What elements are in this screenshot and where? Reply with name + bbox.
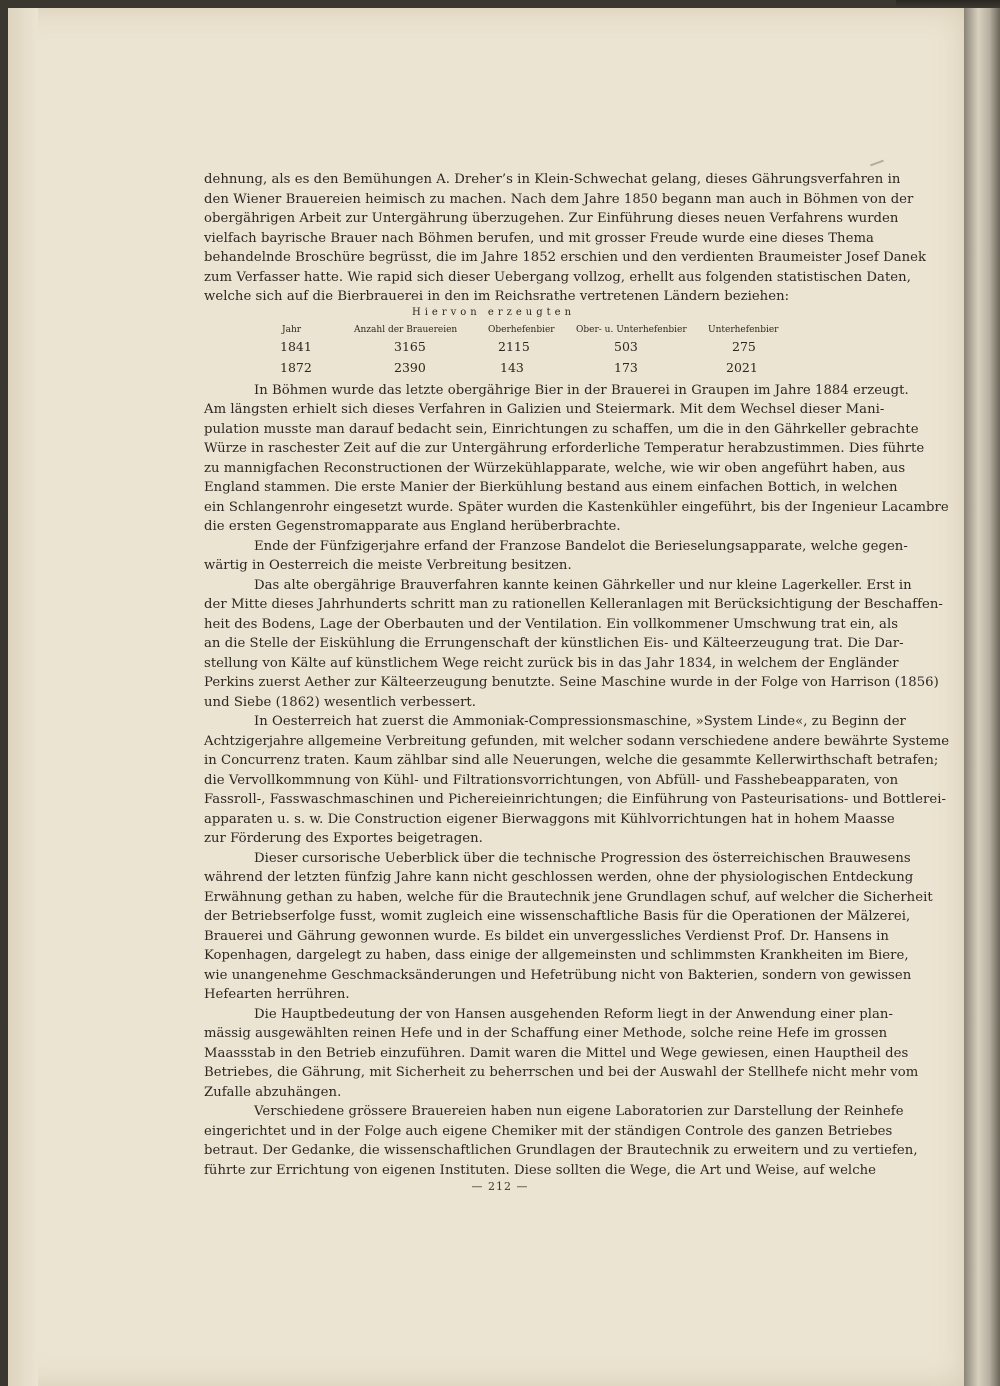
table-header-ober-unterhefenbier: Ober- u. Unterhefenbier <box>576 324 687 335</box>
table-cell: 1841 <box>280 338 312 354</box>
text-line: behandelnde Broschüre begrüsst, die im Jahre 1852 erschien und den verdienten Braumeister Josef Danek <box>204 250 927 265</box>
text-line: Das alte obergährige Brauverfahren kannte keinen Gährkeller und nur kleine Lagerkeller. Erst in <box>254 577 912 593</box>
text-line: in Concurrenz traten. Kaum zählbar sind alle Neuerungen, welche die gesammte Kellerwirthschaft betrafen; <box>204 753 939 768</box>
text-line: der Betriebserfolge fusst, womit zugleich eine wissenschaftliche Basis für die Operationen der Mälzerei, <box>204 909 911 924</box>
text-line: zur Förderung des Exportes beigetragen. <box>204 831 483 846</box>
text-line: Achtzigerjahre allgemeine Verbreitung gefunden, mit welcher sodann verschiedene andere bewährte Systeme <box>204 733 950 749</box>
text-line: dehnung, als es den Bemühungen A. Dreher’s in Klein-Schwechat gelang, dieses Gährungsverfahren in <box>204 172 901 187</box>
text-line: ein Schlangenrohr eingesetzt wurde. Später wurden die Kastenkühler eingeführt, bis der Ingenieur Lacambre <box>204 499 949 515</box>
text-line: In Böhmen wurde das letzte obergährige Bier in der Brauerei in Graupen im Jahre 1884 erzeugt. <box>254 382 909 398</box>
text-line: wärtig in Oesterreich die meiste Verbreitung besitzen. <box>204 558 572 573</box>
paragraph-5 <box>204 712 950 849</box>
text-line: die Vervollkommnung von Kühl- und Filtrationsvorrichtungen, von Abfüll- und Fasshebeapparaten, von <box>204 772 899 788</box>
text-line: Brauerei und Gährung gewonnen wurde. Es bildet ein unvergessliches Verdienst Prof. Dr. Hansens in <box>204 928 889 944</box>
text-line: Am längsten erhielt sich dieses Verfahren in Galizien und Steiermark. Mit dem Wechsel dieser Mani- <box>204 402 885 417</box>
table-cell: 503 <box>614 338 638 354</box>
table-cell: 2390 <box>394 359 426 375</box>
text-line: Die Hauptbedeutung der von Hansen ausgehenden Reform liegt in der Anwendung einer plan- <box>254 1006 893 1022</box>
text-line: Zufalle abzuhängen. <box>204 1084 342 1100</box>
text-line: welche sich auf die Bierbrauerei in den im Reichsrathe vertretenen Ländern beziehen: <box>204 289 790 304</box>
page-number: — 212 — <box>471 1180 529 1193</box>
text-line: Dieser cursorische Ueberblick über die technische Progression des österreichischen Brauwesens <box>254 850 911 866</box>
text-line: apparaten u. s. w. Die Construction eigener Bierwaggons mit Kühlvorrichtungen hat in hohem Maasse <box>204 811 895 827</box>
text-line: Ende der Fünfzigerjahre erfand der Franzose Bandelot die Berieselungsapparate, welche gegen- <box>254 538 908 554</box>
statistics-table <box>204 307 832 381</box>
table-cell: 275 <box>732 338 756 354</box>
text-line: zum Verfasser hatte. Wie rapid sich dieser Uebergang vollzog, erhellt aus folgenden statistischen Daten, <box>204 269 911 285</box>
table-cell: 3165 <box>394 338 426 354</box>
paragraph-4 <box>204 576 943 713</box>
text-line: betraut. Der Gedanke, die wissenschaftlichen Grundlagen der Brautechnik zu erweitern und zu vertiefen, <box>204 1143 918 1158</box>
text-line: Erwähnung gethan zu haben, welche für die Brautechnik jene Grundlagen schuf, auf welcher die Sicherheit <box>204 889 933 905</box>
text-line: Verschiedene grössere Brauereien haben nun eigene Laboratorien zur Darstellung der Reinhefe <box>254 1104 904 1119</box>
paragraph-7 <box>204 1005 919 1103</box>
table-cell: 2021 <box>726 359 758 375</box>
text-line: während der letzten fünfzig Jahre kann nicht geschlossen werden, ohne der physiologischen Entdeckung <box>204 870 914 885</box>
paragraph-6 <box>204 849 933 1005</box>
text-line: und Siebe (1862) wesentlich verbessert. <box>204 694 477 710</box>
text-line: pulation musste man darauf bedacht sein, Einrichtungen zu schaffen, um die in den Gährkeller gebrachte <box>204 421 919 437</box>
table-header-oberhefenbier: Oberhefenbier <box>488 324 555 335</box>
text-line: Betriebes, die Gährung, mit Sicherheit zu beherrschen und bei der Auswahl der Stellhefe nicht mehr vom <box>204 1065 919 1080</box>
text-line: eingerichtet und in der Folge auch eigene Chemiker mit der ständigen Controle des ganzen Betriebes <box>204 1123 893 1139</box>
paragraph-1 <box>204 170 927 307</box>
text-line: an die Stelle der Eiskühlung die Errungenschaft der künstlichen Eis- und Kälteerzeugung trat. Die Dar- <box>204 636 904 651</box>
text-line: die ersten Gegenstromapparate aus England herüberbrachte. <box>204 519 621 534</box>
text-line: heit des Bodens, Lage der Oberbauten und der Ventilation. Ein vollkommener Umschwung trat ein, als <box>204 616 899 632</box>
text-line: stellung von Kälte auf künstlichem Wege reicht zurück bis in das Jahr 1834, in welchem der Engländer <box>204 655 899 671</box>
table-cell: 1872 <box>280 359 312 375</box>
table-cell: 2115 <box>498 338 530 354</box>
table-header-brauereien: Anzahl der Brauereien <box>354 324 458 335</box>
text-line: Hefearten herrühren. <box>204 987 350 1002</box>
table-cell: 143 <box>500 359 524 375</box>
text-line: mässig ausgewählten reinen Hefe und in der Schaffung einer Methode, solche reine Hefe im grossen <box>204 1026 888 1041</box>
text-line: Würze in raschester Zeit auf die zur Untergährung erforderliche Temperatur herabzustimmen. Dies führte <box>204 441 925 456</box>
text-line: den Wiener Brauereien heimisch zu machen. Nach dem Jahre 1850 begann man auch in Böhmen von der <box>204 191 914 207</box>
paragraph-3 <box>204 537 908 576</box>
table-header-unterhefenbier: Unterhefenbier <box>708 324 779 335</box>
text-line: obergährigen Arbeit zur Untergährung überzugehen. Zur Einführung dieses neuen Verfahrens wurden <box>204 211 899 226</box>
text-line: In Oesterreich hat zuerst die Ammoniak-Compressionsmaschine, »System Linde«, zu Beginn der <box>254 714 906 729</box>
text-line: England stammen. Die erste Manier der Bierkühlung bestand aus einem einfachen Bottich, in welchen <box>204 480 898 495</box>
text-line: wie unangenehme Geschmacksänderungen und Hefetrübung nicht von Bakterien, sondern von gewissen <box>204 967 912 983</box>
paragraph-2 <box>204 381 949 537</box>
text-line: vielfach bayrische Brauer nach Böhmen berufen, und mit grosser Freude wurde eine dieses Thema <box>204 230 874 246</box>
table-header-jahr: Jahr <box>282 324 302 335</box>
text-line: führte zur Errichtung von eigenen Instituten. Diese sollten die Wege, die Art und Weise, auf welche <box>204 1162 877 1178</box>
text-line: zu mannigfachen Reconstructionen der Würzekühlapparate, welche, wie wir oben angeführt haben, aus <box>204 460 906 476</box>
text-line: Fassroll-, Fasswaschmaschinen und Pichereieinrichtungen; die Einführung von Pasteurisations- und Bottlerei- <box>204 792 947 807</box>
text-line: Kopenhagen, dargelegt zu haben, dass einige der allgemeinsten und schlimmsten Krankheiten im Biere, <box>204 948 909 963</box>
text-line: Maassstab in den Betrieb einzuführen. Damit waren die Mittel und Wege gewiesen, einen Hauptheil des <box>204 1045 909 1061</box>
text-line: der Mitte dieses Jahrhunderts schritt man zu rationellen Kelleranlagen mit Berücksichtigung der Beschaffen- <box>204 597 943 612</box>
text-line: Perkins zuerst Aether zur Kälteerzeugung benutzte. Seine Maschine wurde in der Folge von Harrison (1856) <box>204 675 939 690</box>
main-text <box>204 170 950 1180</box>
table-cell: 173 <box>614 359 638 375</box>
paragraph-8 <box>204 1102 918 1180</box>
table-group-header: Hiervon erzeugten <box>412 306 576 318</box>
